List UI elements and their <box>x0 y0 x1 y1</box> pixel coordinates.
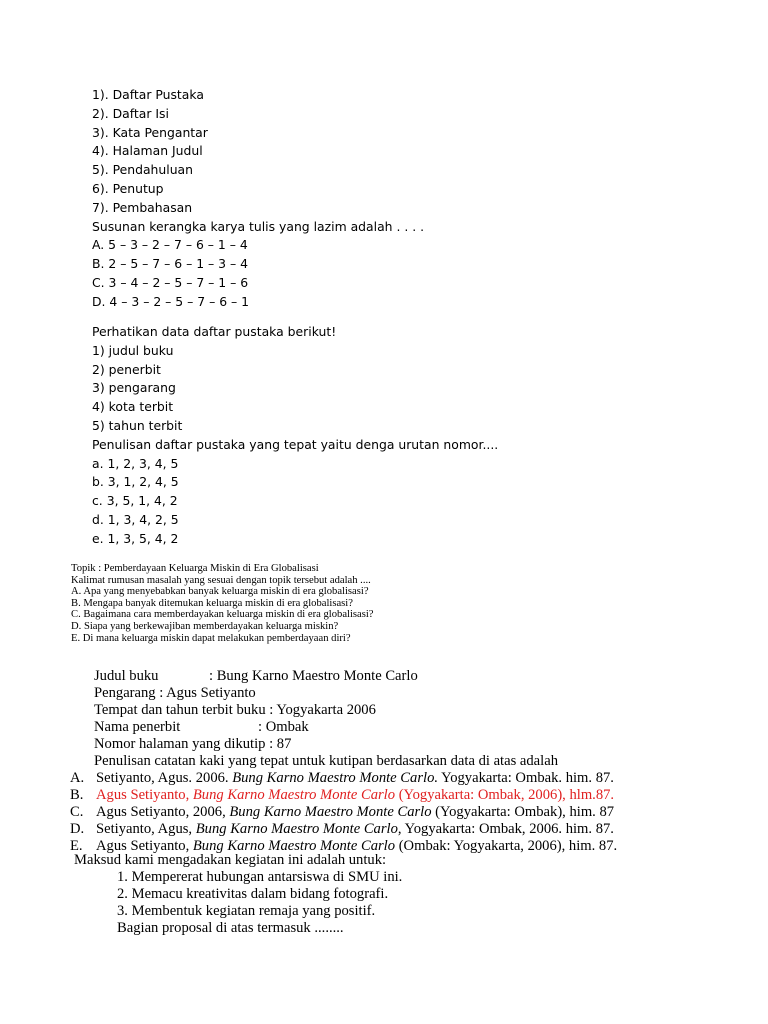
option-book-title: Bung Karno Maestro Monte Carlo <box>195 821 398 837</box>
question-5 <box>74 852 386 869</box>
list-item: 3). Kata Pengantar <box>92 124 208 140</box>
place-year-row: Tempat dan tahun terbit buku : Yogyakarta 2006 <box>94 702 376 718</box>
option-letter: D. <box>70 821 85 837</box>
list-item: 1) judul buku <box>92 342 174 358</box>
list-item: 5). Pendahuluan <box>92 162 194 178</box>
option-text-highlighted: Agus Setiyanto, <box>96 787 193 803</box>
book-title-row <box>94 668 558 685</box>
question-intro: Maksud kami mengadakan kegiatan ini adalah untuk: <box>74 852 387 868</box>
option-letter: A. <box>70 770 85 786</box>
question-text: Bagian proposal di atas termasuk ........ <box>117 920 344 936</box>
question-4-data <box>94 668 558 770</box>
list-item: 3. Membentuk kegiatan remaja yang positif. <box>117 903 376 919</box>
question-intro: Perhatikan data daftar pustaka berikut! <box>92 324 337 339</box>
question-5-items <box>117 869 402 937</box>
list-item: 4). Halaman Judul <box>92 143 203 159</box>
question-4-options <box>70 770 617 855</box>
list-item: 3) pengarang <box>92 380 176 396</box>
book-title-label: Judul buku <box>94 668 159 684</box>
option-letter: B. <box>70 787 84 803</box>
answer-option: b. 3, 1, 2, 4, 5 <box>92 474 179 490</box>
option-letter: C. <box>70 804 84 820</box>
question-text: Penulisan daftar pustaka yang tepat yaitu denga urutan nomor.... <box>92 436 499 452</box>
option-text: Agus Setiyanto, <box>96 838 193 854</box>
list-item: 2) penerbit <box>92 361 161 377</box>
question-text: Penulisan catatan kaki yang tepat untuk kutipan berdasarkan data di atas adalah <box>94 753 558 769</box>
option-text: (Yogyakarta: Ombak), him. 87 <box>431 804 615 820</box>
author-row: Pengarang : Agus Setiyanto <box>94 685 256 701</box>
option-text: Setiyanto, Agus, <box>96 821 196 837</box>
list-item: 1). Daftar Pustaka <box>92 87 204 102</box>
option-text-highlighted: (Yogyakarta: Ombak, 2006), hlm.87. <box>395 787 615 803</box>
answer-option: D. Siapa yang berkewajiban memberdayakan keluarga miskin? <box>71 620 339 632</box>
option-book-title: Bung Karno Maestro Monte Carlo <box>229 804 432 820</box>
answer-option: c. 3, 5, 1, 4, 2 <box>92 493 178 509</box>
list-item: 6). Penutup <box>92 180 164 196</box>
option-text: Agus Setiyanto, 2006, <box>96 804 230 820</box>
list-item: 7). Pembahasan <box>92 199 193 215</box>
option-text: Setiyanto, Agus. 2006. <box>96 770 233 786</box>
question-text: Susunan kerangka karya tulis yang lazim adalah . . . . <box>92 218 425 234</box>
answer-option: e. 1, 3, 5, 4, 2 <box>92 530 179 546</box>
page-number-row: Nomor halaman yang dikutip : 87 <box>94 736 292 752</box>
option-text: Yogyakarta: Ombak. him. 87. <box>438 770 614 786</box>
option-book-title: Bung Karno Maestro Monte Carlo. <box>232 770 439 786</box>
book-title-value: : Bung Karno Maestro Monte Carlo <box>209 668 418 684</box>
question-2 <box>92 323 498 549</box>
option-text: (Ombak: Yogyakarta, 2006), him. 87. <box>395 838 618 854</box>
publisher-row <box>94 719 558 736</box>
option-book-title-highlighted: Bung Karno Maestro Monte Carlo <box>192 787 396 803</box>
option-text: , Yogyakarta: Ombak, 2006. him. 87. <box>397 821 614 837</box>
list-item: 1. Mempererat hubungan antarsiswa di SMU ini. <box>117 869 403 885</box>
answer-option: B. 2 – 5 – 7 – 6 – 1 – 3 – 4 <box>92 256 248 272</box>
question-1 <box>92 86 424 312</box>
answer-option: A. Apa yang menyebabkan banyak keluarga miskin di era globalisasi? <box>71 586 369 598</box>
list-item: 2). Daftar Isi <box>92 105 169 121</box>
answer-option: d. 1, 3, 4, 2, 5 <box>92 511 179 527</box>
topic-text: Topik : Pemberdayaan Keluarga Miskin di Era Globalisasi <box>71 563 319 574</box>
publisher-value: : Ombak <box>258 719 309 735</box>
option-book-title: Bung Karno Maestro Monte Carlo <box>192 838 396 854</box>
answer-option: E. Di mana keluarga miskin dapat melakukan pemberdayaan diri? <box>71 632 351 644</box>
question-text: Kalimat rumusan masalah yang sesuai dengan topik tersebut adalah .... <box>71 574 371 586</box>
list-item: 4) kota terbit <box>92 399 174 415</box>
answer-option: a. 1, 2, 3, 4, 5 <box>92 455 179 471</box>
list-item: 5) tahun terbit <box>92 417 183 433</box>
question-3 <box>71 563 374 644</box>
option-letter: E. <box>70 838 83 854</box>
answer-option: C. Bagaimana cara memberdayakan keluarga miskin di era globalisasi? <box>71 609 374 621</box>
answer-option-d <box>70 821 617 838</box>
answer-option: C. 3 – 4 – 2 – 5 – 7 – 1 – 6 <box>92 274 249 290</box>
answer-option: A. 5 – 3 – 2 – 7 – 6 – 1 – 4 <box>92 237 248 253</box>
answer-option-b <box>70 787 617 804</box>
answer-option-c <box>70 804 617 821</box>
answer-option: D. 4 – 3 – 2 – 5 – 7 – 6 – 1 <box>92 293 250 309</box>
list-item: 2. Memacu kreativitas dalam bidang fotografi. <box>117 886 389 902</box>
publisher-label: Nama penerbit <box>94 719 181 735</box>
answer-option-a <box>70 770 617 787</box>
answer-option: B. Mengapa banyak ditemukan keluarga miskin di era globalisasi? <box>71 597 353 609</box>
